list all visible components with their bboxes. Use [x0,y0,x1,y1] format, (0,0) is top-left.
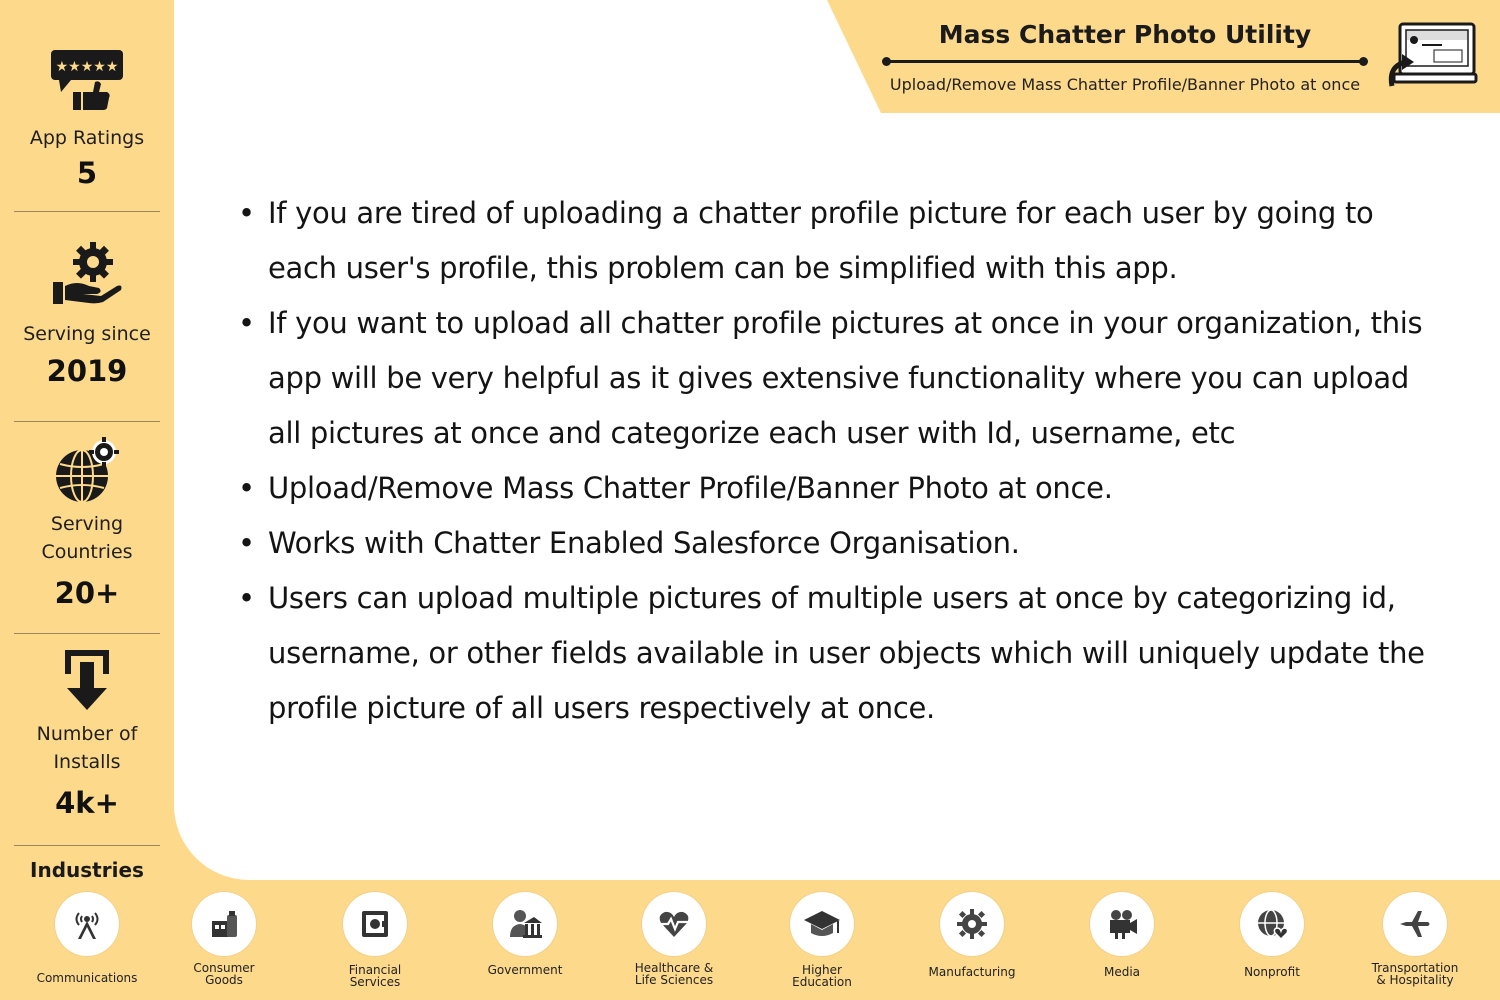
government-building-icon [493,892,557,956]
industries-title: Industries [30,858,144,882]
stat-value: 4k+ [55,786,119,820]
stat-label: App Ratings [29,127,145,149]
movie-camera-icon [1090,892,1154,956]
feature-bullet: • Upload/Remove Mass Chatter Profile/Banner Photo at once. [238,461,1448,516]
sidebar [0,0,174,880]
industry-government [455,892,595,976]
feature-bullet: • If you are tired of uploading a chatter profile picture for each user by going to each user's profile, this problem can be simplified with this app. [238,186,1448,296]
svg-text:★★★★★: ★★★★★ [55,59,119,75]
stat-value: 20+ [54,576,120,610]
stat-installs [0,648,174,820]
feature-bullet: • Users can upload multiple pictures of multiple users at once by categorizing id, username, or other fields available in user objects which will uniquely update the profile picture of all users respectively at once. [238,571,1448,736]
stat-app-ratings [0,48,174,190]
industry-healthcare [604,892,744,986]
industry-label: Nonprofit [1244,965,1300,979]
industry-label: Healthcare & Life Sciences [634,961,714,987]
industry-financial-services [305,892,445,988]
industry-consumer-goods [154,892,294,986]
stat-label: Serving since [23,323,151,345]
industry-media [1052,892,1192,978]
heart-pulse-icon [642,892,706,956]
shopping-bag-icon [192,892,256,956]
gear-icon [940,892,1004,956]
stat-label: Number of Installs [36,723,138,773]
laptop-upload-icon [1386,22,1478,92]
globe-heart-icon [1240,892,1304,956]
app-subtitle: Upload/Remove Mass Chatter Profile/Banner Photo at once [889,75,1361,94]
industry-label: Higher Education [792,963,852,989]
feature-bullet: • If you want to upload all chatter profile pictures at once in your organization, this app will be very helpful as it gives extensive functionality where you can upload all pictures at once and categorize each user with Id, username, etc [238,296,1448,461]
feature-list [238,186,1448,736]
industry-label: Media [1103,965,1141,979]
industry-nonprofit [1202,892,1342,978]
antenna-icon [55,892,119,956]
download-arrow-icon [0,648,174,716]
stat-value: 5 [76,156,98,190]
industry-transportation [1345,892,1485,986]
industry-label: Transportation & Hospitality [1371,961,1459,987]
airplane-icon [1383,892,1447,956]
industry-label: Consumer Goods [193,961,255,987]
feature-bullet: • Works with Chatter Enabled Salesforce Organisation. [238,516,1448,571]
rating-thumbs-up-icon [0,48,174,116]
industry-higher-education [752,892,892,988]
globe-gear-icon [0,436,174,508]
industry-communications [17,892,157,984]
industry-label: Financial Services [348,963,402,989]
industry-label: Communications [36,971,138,985]
divider [14,845,160,846]
divider [14,421,160,422]
stat-label: Serving Countries [41,513,133,563]
stat-serving-countries [0,436,174,610]
industry-label: Manufacturing [928,965,1016,979]
title-divider [884,60,1366,63]
stat-value: 2019 [46,354,128,388]
divider [14,633,160,634]
app-title: Mass Chatter Photo Utility [938,20,1312,49]
safe-icon [343,892,407,956]
hand-gear-icon [0,240,174,310]
divider [14,211,160,212]
industry-label: Government [487,963,563,977]
industry-manufacturing [902,892,1042,978]
graduation-cap-icon [790,892,854,956]
stat-serving-since [0,240,174,388]
